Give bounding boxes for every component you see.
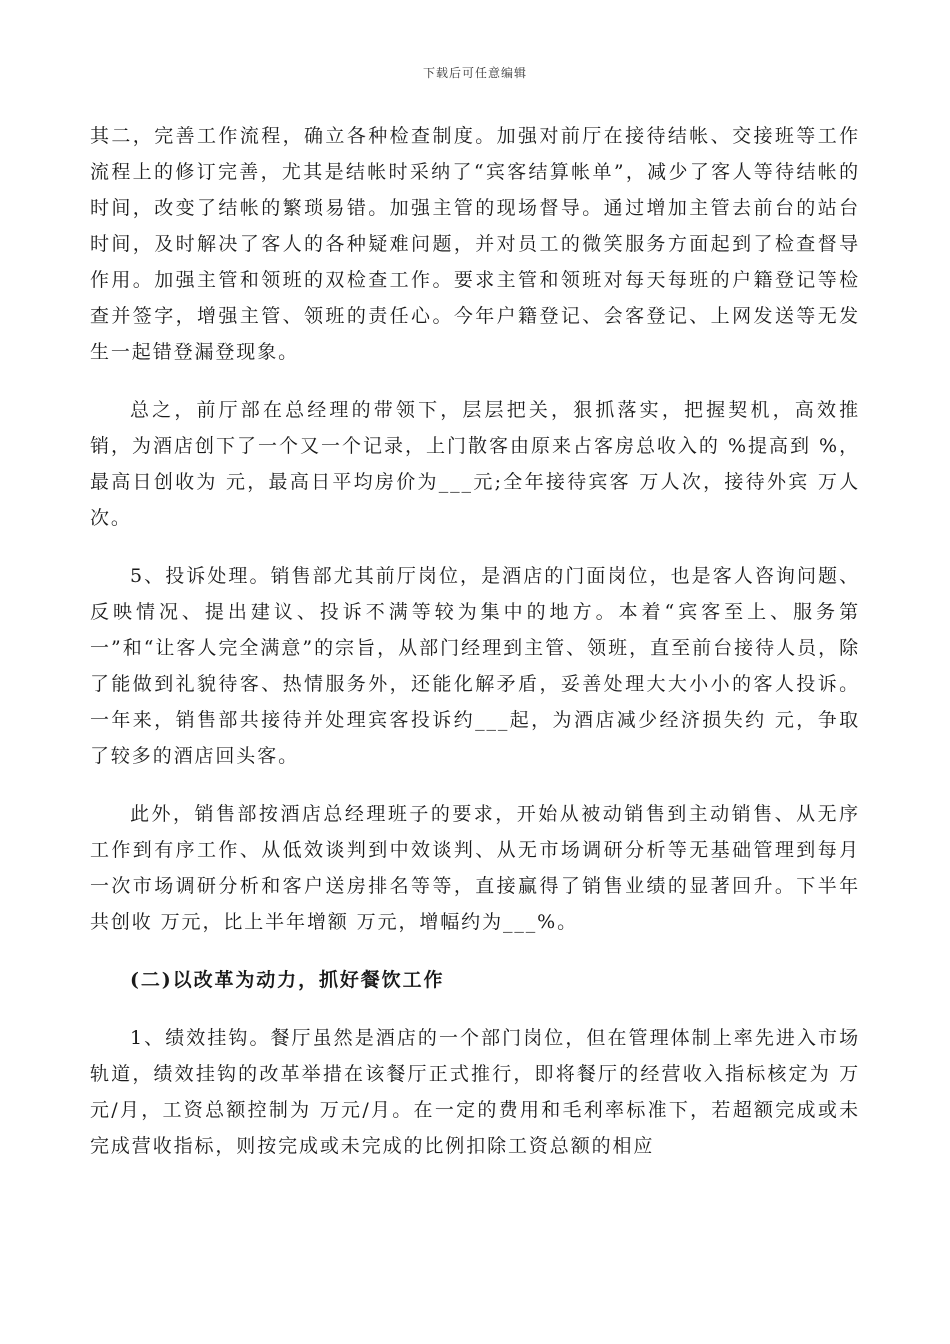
page-header-note: 下载后可任意编辑: [422, 66, 527, 80]
paragraph-spacer: [90, 998, 860, 1020]
section-heading-catering: (二)以改革为动力，抓好餐饮工作: [130, 969, 445, 991]
paragraph-summary: 总之，前厅部在总经理的带领下，层层把关，狠抓落实，把握契机，高效推销，为酒店创下了一个又一个记录，上门散客由原来占客房总收入的 %提高到 %，最高日创收为 元，最高日平均房价为___元;全年接待宾客 万人次，接待外宾 万人次。: [90, 399, 860, 529]
paragraph-performance: 1、绩效挂钩。餐厅虽然是酒店的一个部门岗位，但在管理体制上率先进入市场轨道，绩效挂钩的改革举措在该餐厅正式推行，即将餐厅的经营收入指标核定为 万元/月，工资总额控制为 万元/月。在一定的费用和毛利率标准下，若超额完成或未完成营收指标，则按完成或未完成的比例扣除工资总额的相应: [90, 1027, 860, 1157]
paragraph-workflow: 其二，完善工作流程，确立各种检查制度。加强对前厅在接待结帐、交接班等工作流程上的修订完善，尤其是结帐时采纳了“宾客结算帐单”，减少了客人等待结帐的时间，改变了结帐的繁琐易错。加强主管的现场督导。通过增加主管去前台的站台时间，及时解决了客人的各种疑难问题，并对员工的微笑服务方面起到了检查督导作用。加强主管和领班的双检查工作。要求主管和领班对每天每班的户籍登记等检查并签字，增强主管、领班的责任心。今年户籍登记、会客登记、上网发送等无发生一起错登漏登现象。: [90, 125, 860, 363]
paragraph-spacer: [90, 774, 860, 796]
paragraph-sales: 此外，销售部按酒店总经理班子的要求，开始从被动销售到主动销售、从无序工作到有序工作、从低效谈判到中效谈判、从无市场调研分析等无基础管理到每月一次市场调研分析和客户送房排名等等，直接赢得了销售业绩的显著回升。下半年共创收 万元，比上半年增额 万元，增幅约为___%。: [90, 803, 860, 933]
document-body: [90, 118, 860, 1164]
paragraph-spacer: [90, 940, 860, 962]
paragraph-complaints: 5、投诉处理。销售部尤其前厅岗位，是酒店的门面岗位，也是客人咨询问题、反映情况、提出建议、投诉不满等较为集中的地方。本着“宾客至上、服务第一”和“让客人完全满意”的宗旨，从部门经理到主管、领班，直至前台接待人员，除了能做到礼貌待客、热情服务外，还能化解矛盾，妥善处理大大小小的客人投诉。一年来，销售部共接待并处理宾客投诉约___起，为酒店减少经济损失约 元，争取了较多的酒店回头客。: [90, 565, 860, 767]
paragraph-spacer: [90, 370, 860, 392]
paragraph-spacer: [90, 536, 860, 558]
